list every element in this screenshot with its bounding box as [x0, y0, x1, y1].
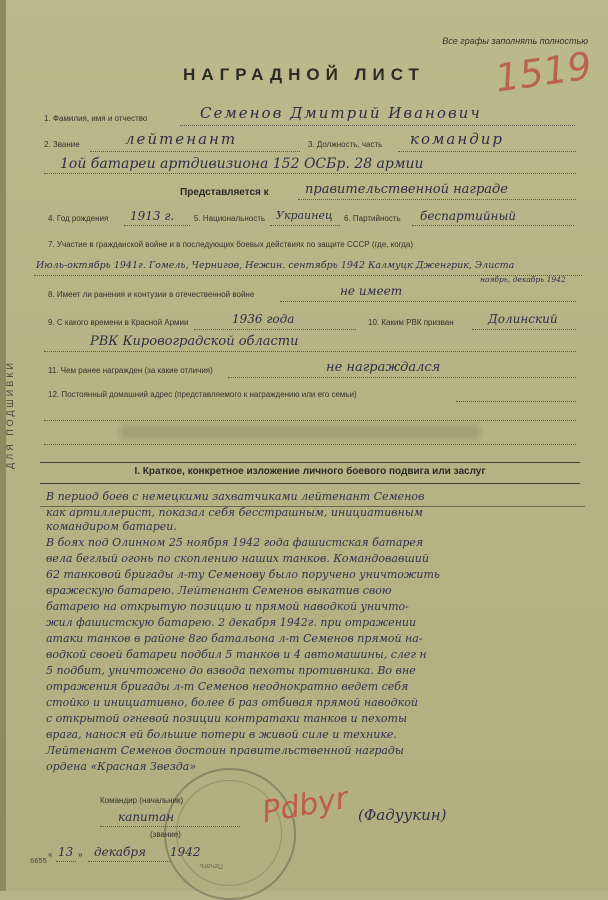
field-11-row: [0, 360, 608, 380]
field-8-line: [280, 301, 576, 302]
field-7-value-extra: ноябрь, декабрь 1942: [480, 275, 566, 284]
field-7-value-row: [0, 258, 608, 284]
field-3-value-cont: 1ой батареи артдивизиона 152 ОСБр. 28 армии: [60, 156, 424, 172]
narrative-line: атаки танков в районе 8го батальона л-т Семенов прямой на-: [46, 632, 423, 645]
section-title: I. Краткое, конкретное изложение личного боевого подвига или заслуг: [134, 466, 486, 477]
field-6-value: беспартийный: [420, 209, 516, 223]
field-4-value: 1913 г.: [130, 209, 175, 223]
redacted-address: [120, 426, 480, 438]
narrative-line: 5 подбит, уничтожено до взвода пехоты противника. Во вне: [46, 664, 416, 677]
field-8-label: 8. Имеет ли ранения и контузии в отечественной войне: [48, 290, 255, 299]
presented-row: [0, 182, 608, 202]
field-3-line: [398, 151, 576, 152]
field-5-value: Украинец: [276, 209, 333, 222]
narrative-line: ордена «Красная Звезда»: [46, 760, 197, 773]
field-6-line: [412, 225, 574, 226]
field-7-value: Июль-октябрь 1941г. Гомель, Чернигов, Нежин. сентябрь 1942 Калмуцк Дженгрик, Элиста: [36, 260, 515, 271]
narrative-line: батарею на открытую позицию и прямой наводкой уничто-: [46, 600, 409, 613]
narrative-line: вражескую батарею. Лейтенант Семенов выкатив свою: [46, 584, 392, 597]
field-11-label: 11. Чем ранее награжден (за какие отличия): [48, 366, 213, 375]
field-10-cont-row: [0, 334, 608, 354]
field-9-10-row: [0, 312, 608, 332]
field-7-label: 7. Участие в гражданской войне и в последующих боевых действиях по защите СССР (где, когда): [48, 240, 413, 249]
corner-handwritten-number: 1519: [492, 43, 595, 101]
field-2-value: лейтенант: [125, 130, 238, 148]
field-12-cont-line: [44, 420, 576, 421]
narrative-line: жил фашистскую батарею. 2 декабря 1942г. при отражении: [46, 616, 417, 629]
field-12-line: [456, 401, 576, 402]
narrative-line: как артиллерист, показал себя бесстрашным, инициативным: [46, 506, 423, 519]
rank-label: (звание): [150, 830, 181, 839]
narrative-line: с открытой огневой позиции контратаки танков и пехоты: [46, 712, 407, 725]
field-12-cont-line-2: [44, 444, 576, 445]
commander-signature: (Фадуукин): [358, 806, 447, 824]
field-3-label: 3. Должность, часть: [308, 140, 383, 149]
stamp-text: Печать: [200, 862, 223, 869]
field-11-line: [228, 377, 576, 378]
commander-label: Командир (начальник): [100, 796, 184, 805]
rank-value: капитан: [118, 810, 175, 824]
field-10-label: 10. Каким РВК призван: [368, 318, 454, 327]
date-quote-close: »: [78, 850, 83, 859]
field-8-row: [0, 284, 608, 304]
field-3-cont-line: [44, 173, 576, 174]
field-10-cont-line: [44, 351, 576, 352]
narrative-line: вела беглый огонь по скоплению наших танков. Командовавший: [46, 552, 429, 565]
narrative-line: В период боев с немецкими захватчиками лейтенант Семенов: [46, 490, 425, 503]
side-binding-label: ДЛЯ ПОДШИВКИ: [5, 360, 15, 469]
fill-all-fields-note: Все графы заполнять полностью: [442, 36, 588, 46]
narrative-line: отражения бригады л-т Семенов неоднократно ведет себя: [46, 680, 409, 693]
narrative-line: В боях под Олинном 25 ноября 1942 года фашистская батарея: [46, 536, 424, 549]
field-10-value: Долинский: [488, 312, 558, 326]
narrative-line: стойко и инициативно, более 6 раз отбивая прямой наводкой: [46, 696, 418, 709]
field-12-label: 12. Постоянный домашний адрес (представляемого к награждению или его семьи): [48, 390, 357, 399]
presented-line: [298, 199, 576, 200]
presented-label: Представляется к: [180, 187, 269, 198]
narrative-line: 62 танковой бригады л-ту Семенову было поручено уничтожить: [46, 568, 440, 581]
serial-number: 6655: [30, 858, 47, 866]
narrative-line: врага, нанося ей большие потери в живой силе и технике.: [46, 728, 397, 741]
field-4-label: 4. Год рождения: [48, 214, 109, 223]
field-10-line: [472, 329, 576, 330]
field-3-value: командир: [410, 130, 505, 148]
narrative-line: командиром батареи.: [46, 520, 177, 533]
field-9-label: 9. С какого времени в Красной Армии: [48, 318, 189, 327]
date-month: декабря: [94, 845, 146, 859]
field-4-5-6-row: [0, 208, 608, 228]
field-4-line: [124, 225, 190, 226]
document-title: НАГРАДНОЙ ЛИСТ: [183, 65, 425, 84]
date-day-line: [56, 861, 76, 862]
date-year: 1942: [170, 845, 201, 859]
field-9-line: [194, 329, 356, 330]
rank-line: [100, 826, 240, 827]
field-2-line: [90, 151, 300, 152]
red-signature: Pdbyr: [259, 780, 351, 831]
field-6-label: 6. Партийность: [344, 214, 401, 223]
field-1-row: [0, 104, 608, 128]
field-1-line: [180, 125, 575, 126]
field-5-label: 5. Национальность: [194, 214, 266, 223]
date-row: [0, 844, 608, 864]
field-8-value: не имеет: [340, 284, 403, 298]
field-2-3-row: [0, 130, 608, 154]
field-3-cont-row: [0, 156, 608, 176]
field-9-value: 1936 года: [232, 312, 295, 326]
presented-value: правительственной награде: [305, 182, 508, 197]
narrative-line: водкой своей батареи подбил 5 танков и 4 автомашины, слег н: [46, 648, 427, 661]
field-1-value: Семенов Дмитрий Иванович: [200, 104, 482, 122]
field-5-line: [270, 225, 340, 226]
field-2-label: 2. Звание: [44, 140, 80, 149]
narrative-line: Лейтенант Семенов достоин правительственной награды: [46, 744, 404, 757]
field-1-label: 1. Фамилия, имя и отчество: [44, 114, 148, 123]
date-quote-open: «: [48, 850, 53, 859]
field-11-value: не награждался: [326, 360, 441, 375]
field-10-value-cont: РВК Кировоградской области: [90, 334, 299, 349]
field-12-row: [0, 384, 608, 404]
date-day: 13: [58, 845, 74, 859]
date-month-line: [88, 861, 170, 862]
field-7-row: [0, 236, 608, 256]
